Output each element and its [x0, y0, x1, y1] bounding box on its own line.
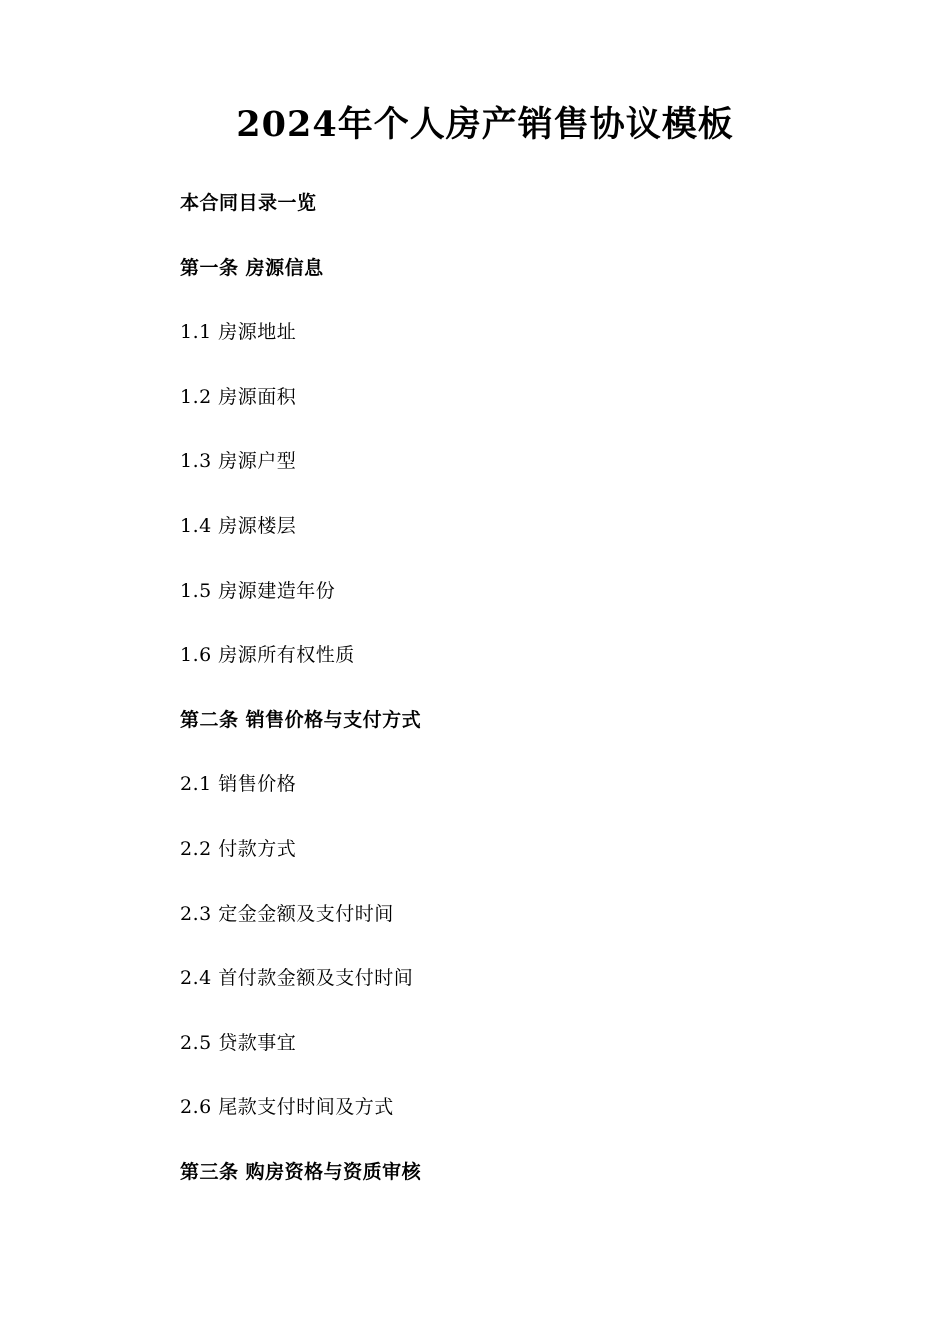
- section-heading-1: 第一条 房源信息: [180, 256, 324, 279]
- toc-item: 1.4 房源楼层: [180, 514, 297, 537]
- toc-item: 1.2 房源面积: [180, 385, 297, 408]
- toc-item: 1.6 房源所有权性质: [180, 644, 355, 667]
- toc-item: 1.5 房源建造年份: [180, 579, 336, 602]
- section-heading-2: 第二条 销售价格与支付方式: [180, 708, 422, 731]
- page-title: 2024年个人房产销售协议模板: [236, 104, 734, 145]
- toc-item: 2.1 销售价格: [180, 773, 297, 796]
- toc-item: 2.3 定金金额及支付时间: [180, 902, 394, 925]
- toc-item: 2.6 尾款支付时间及方式: [180, 1096, 394, 1119]
- toc-item: 1.3 房源户型: [180, 450, 297, 473]
- section-heading-3: 第三条 购房资格与资质审核: [180, 1160, 422, 1183]
- toc-item: 2.5 贷款事宜: [180, 1031, 297, 1054]
- toc-label: 本合同目录一览: [180, 192, 317, 214]
- toc-item: 2.2 付款方式: [180, 837, 297, 860]
- toc-item: 2.4 首付款金额及支付时间: [180, 967, 414, 990]
- toc-item: 1.1 房源地址: [180, 321, 297, 344]
